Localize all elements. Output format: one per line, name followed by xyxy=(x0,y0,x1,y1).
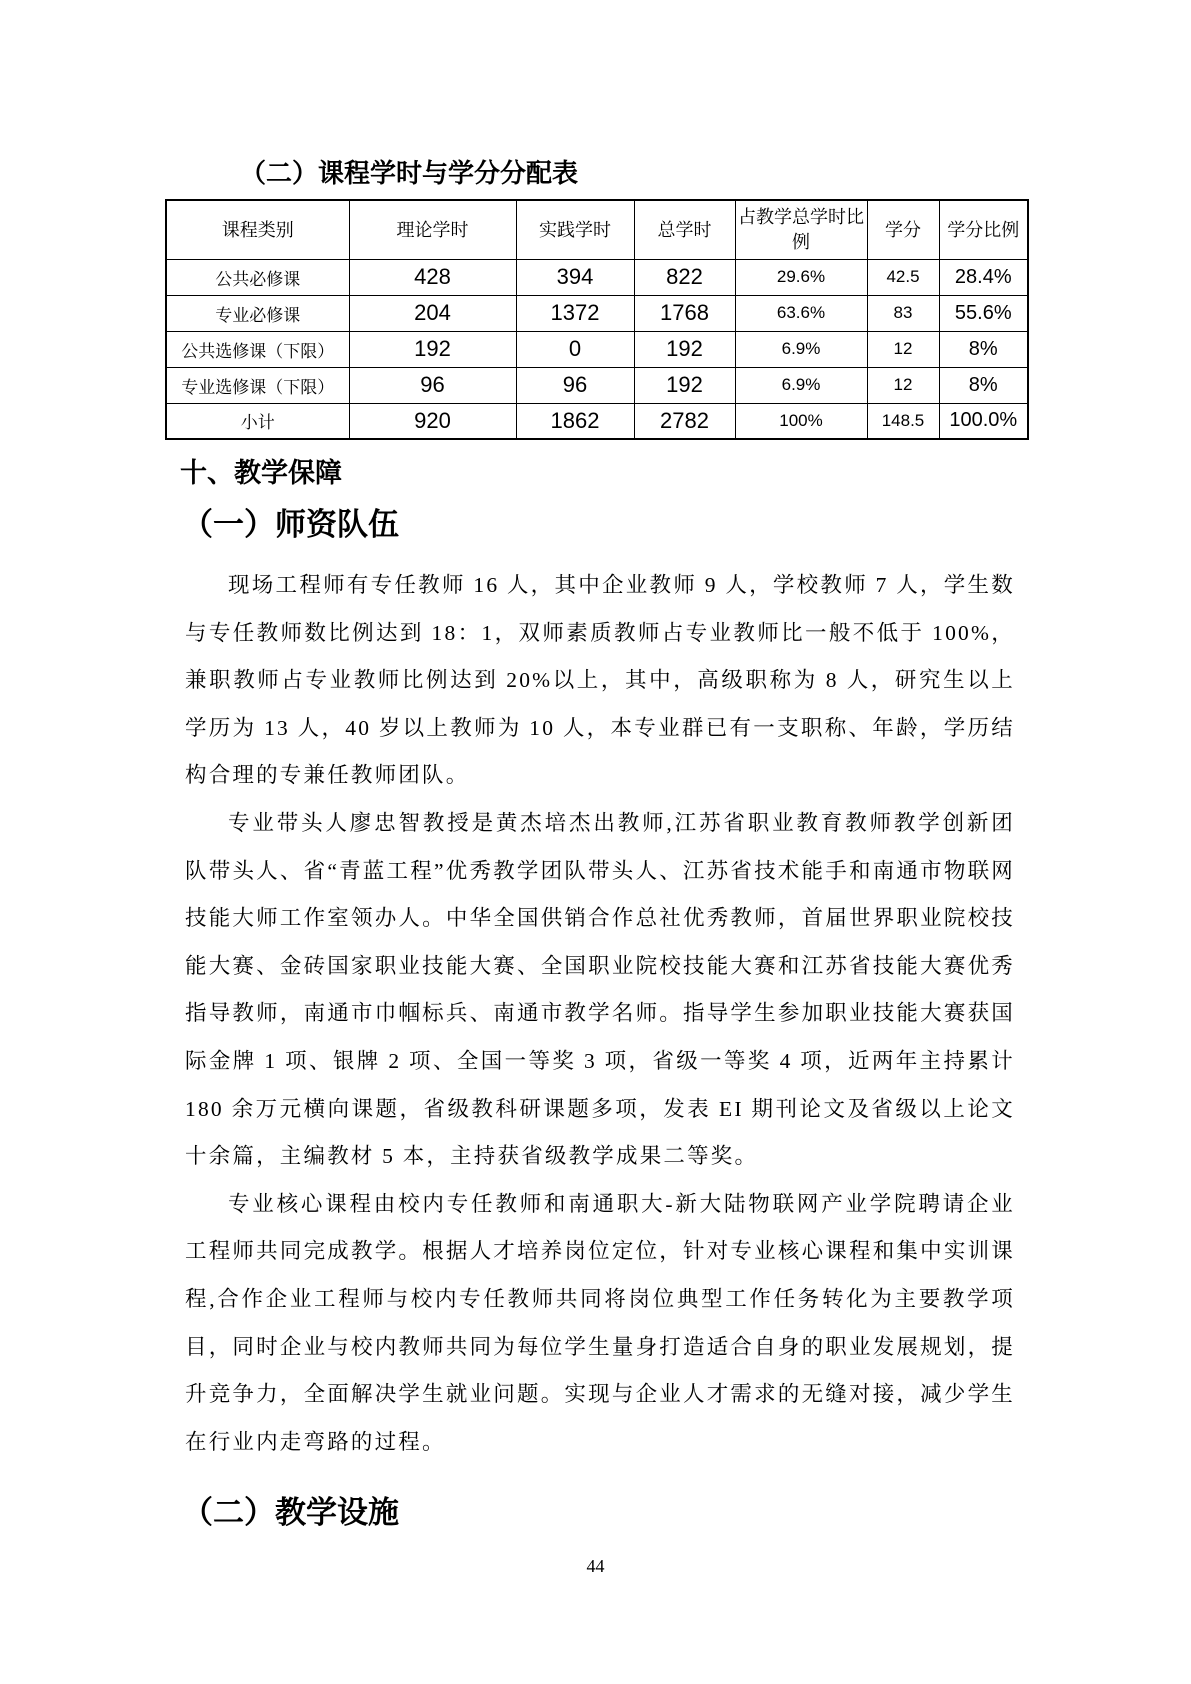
table-cell: 100.0% xyxy=(939,403,1028,439)
table-cell: 204 xyxy=(349,295,516,331)
table-cell: 1372 xyxy=(516,295,634,331)
header-cell-category: 课程类别 xyxy=(166,200,349,259)
table-cell: 822 xyxy=(634,259,735,295)
table-cell: 12 xyxy=(867,331,939,367)
table-cell: 428 xyxy=(349,259,516,295)
table-cell: 192 xyxy=(349,331,516,367)
faculty-section-body xyxy=(165,562,1027,1466)
page-number: 44 xyxy=(586,1556,605,1576)
table-row xyxy=(166,367,1028,403)
header-cell-hours-ratio: 占教学总学时比例 xyxy=(735,200,867,259)
table-cell: 公共必修课 xyxy=(166,259,349,295)
course-hours-credits-table xyxy=(165,199,1029,440)
faculty-section-heading: （一）师资队伍 xyxy=(182,507,399,542)
table-cell: 83 xyxy=(867,295,939,331)
table-cell: 1862 xyxy=(516,403,634,439)
table-cell: 96 xyxy=(349,367,516,403)
table-row xyxy=(166,295,1028,331)
table-cell: 小计 xyxy=(166,403,349,439)
faculty-paragraph-1: 现场工程师有专任教师 16 人，其中企业教师 9 人，学校教师 7 人，学生数与专任教师数比例达到 18：1，双师素质教师占专业教师比一般不低于 100%，兼职教师占专业教师比例达到 20%以上，其中，高级职称为 8 人，研究生以上学历为 13 人，40 岁以上教师为 10 人，本专业群已有一支职称、年龄，学历结构合理的专兼任教师团队。 xyxy=(185,573,1015,788)
faculty-paragraph-2: 专业带头人廖忠智教授是黄杰培杰出教师,江苏省职业教育教师教学创新团队带头人、省“青蓝工程”优秀教学团队带头人、江苏省技术能手和南通市物联网技能大师工作室领办人。中华全国供销合作总社优秀教师，首届世界职业院校技能大赛、金砖国家职业技能大赛、全国职业院校技能大赛和江苏省技能大赛优秀指导教师，南通市巾帼标兵、南通市教学名师。指导学生参加职业技能大赛获国际金牌 1 项、银牌 2 项、全国一等奖 3 项，省级一等奖 4 项，近两年主持累计 180 余万元横向课题，省级教科研课题多项，发表 EI 期刊论文及省级以上论文十余篇，主编教材 5 本，主持获省级教学成果二等奖。 xyxy=(185,810,1015,1169)
header-cell-theory-hours: 理论学时 xyxy=(349,200,516,259)
table-cell: 6.9% xyxy=(735,331,867,367)
table-cell: 6.9% xyxy=(735,367,867,403)
table-cell: 专业必修课 xyxy=(166,295,349,331)
table-cell: 192 xyxy=(634,331,735,367)
header-cell-credit-ratio: 学分比例 xyxy=(939,200,1028,259)
table-section-heading: （二）课程学时与学分分配表 xyxy=(240,158,579,188)
facilities-section-heading: （二）教学设施 xyxy=(182,1495,399,1531)
table-row xyxy=(166,331,1028,367)
table-cell: 8% xyxy=(939,367,1028,403)
header-cell-credits: 学分 xyxy=(867,200,939,259)
table-cell: 0 xyxy=(516,331,634,367)
chapter-heading: 十、教学保障 xyxy=(180,458,342,488)
table-cell: 公共选修课（下限） xyxy=(166,331,349,367)
table-cell: 394 xyxy=(516,259,634,295)
table-cell: 28.4% xyxy=(939,259,1028,295)
table-cell: 100% xyxy=(735,403,867,439)
table-cell: 148.5 xyxy=(867,403,939,439)
table-cell: 192 xyxy=(634,367,735,403)
table-cell: 920 xyxy=(349,403,516,439)
table-row-subtotal xyxy=(166,403,1028,439)
table-row xyxy=(166,259,1028,295)
table-cell: 42.5 xyxy=(867,259,939,295)
table-cell: 29.6% xyxy=(735,259,867,295)
table-cell: 2782 xyxy=(634,403,735,439)
header-cell-total-hours: 总学时 xyxy=(634,200,735,259)
table-cell: 63.6% xyxy=(735,295,867,331)
table-cell: 12 xyxy=(867,367,939,403)
table-cell: 55.6% xyxy=(939,295,1028,331)
header-cell-practice-hours: 实践学时 xyxy=(516,200,634,259)
faculty-paragraph-3: 专业核心课程由校内专任教师和南通职大-新大陆物联网产业学院聘请企业工程师共同完成教学。根据人才培养岗位定位，针对专业核心课程和集中实训课程,合作企业工程师与校内专任教师共同将岗位典型工作任务转化为主要教学项目，同时企业与校内教师共同为每位学生量身打造适合自身的职业发展规划，提升竞争力，全面解决学生就业问题。实现与企业人才需求的无缝对接，减少学生在行业内走弯路的过程。 xyxy=(185,1191,1015,1454)
table-header-row xyxy=(166,200,1028,259)
table-cell: 96 xyxy=(516,367,634,403)
table-cell: 专业选修课（下限） xyxy=(166,367,349,403)
table-cell: 8% xyxy=(939,331,1028,367)
table-cell: 1768 xyxy=(634,295,735,331)
